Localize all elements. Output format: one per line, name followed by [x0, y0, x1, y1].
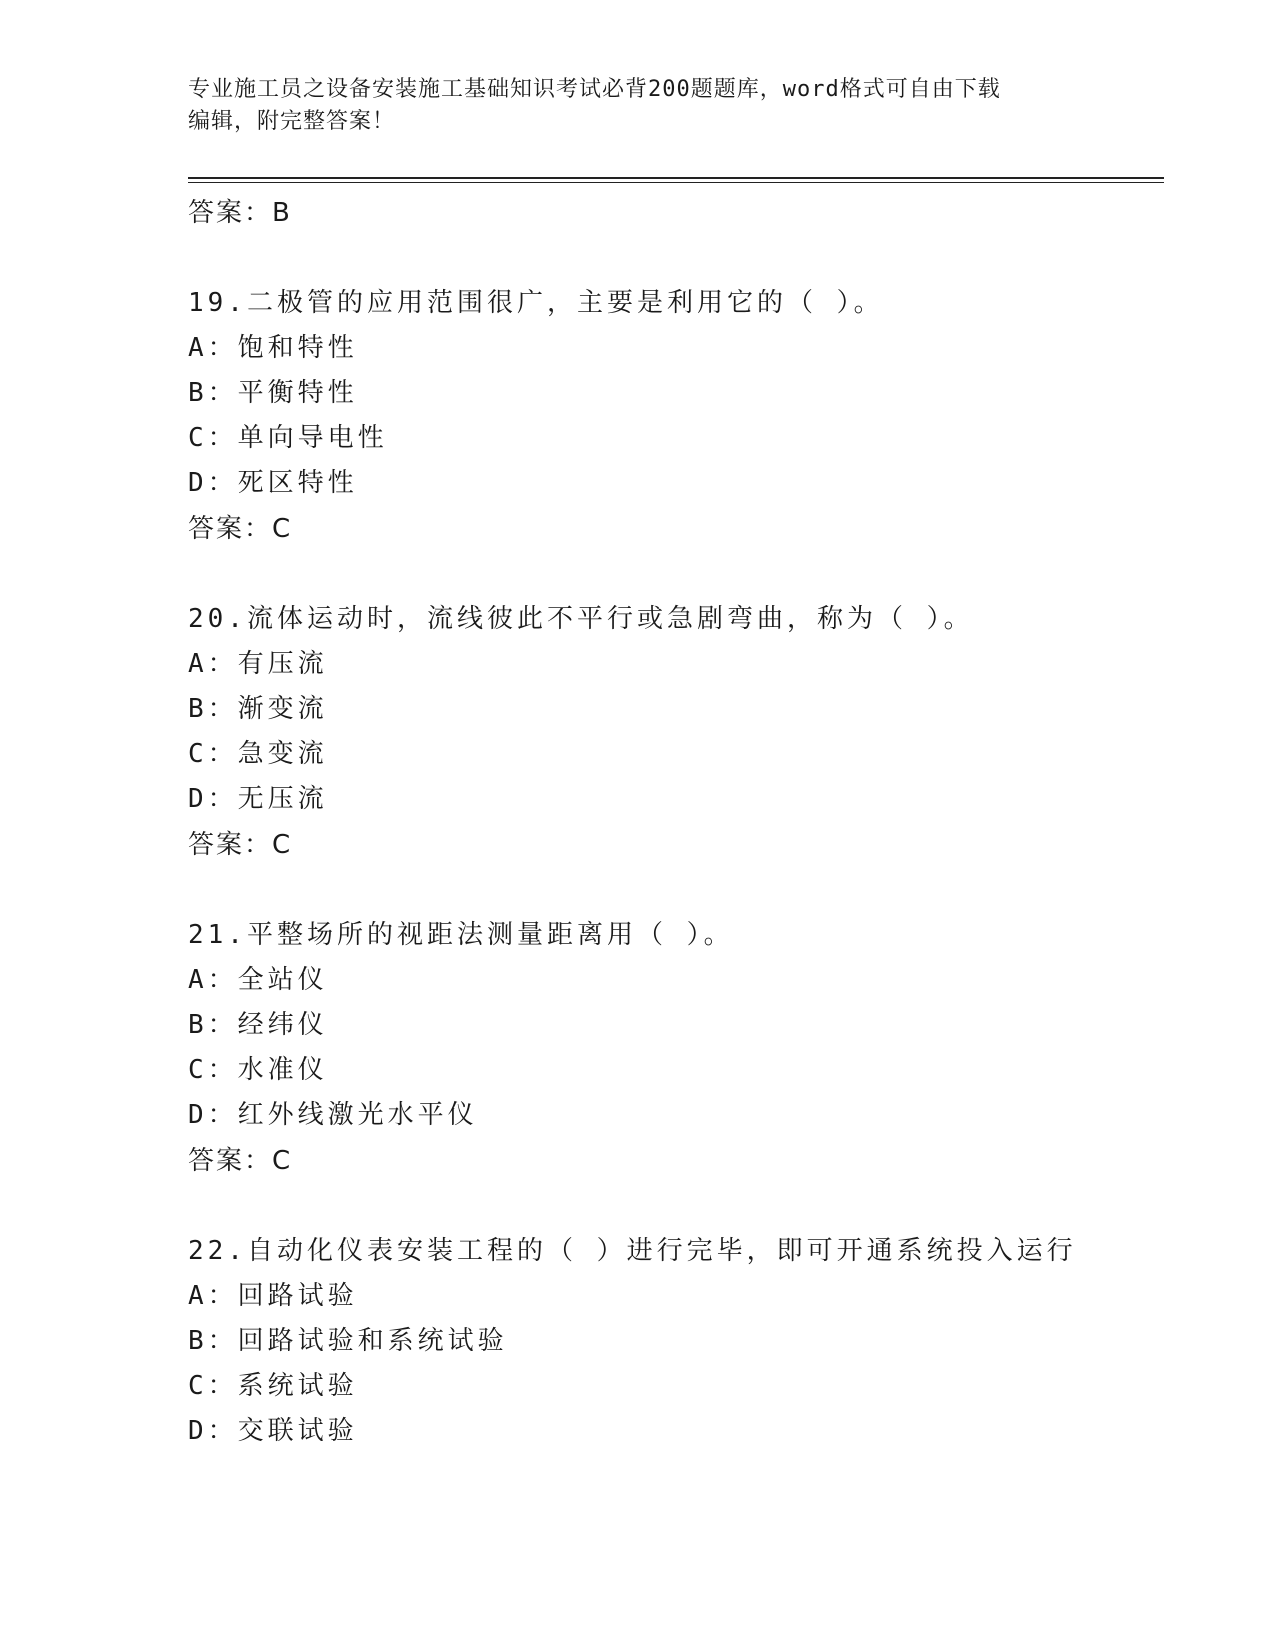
answer-line: 答案：C — [188, 830, 293, 860]
question-text: 20.流体运动时，流线彼此不平行或急剧弯曲，称为（ ）。 — [188, 604, 974, 634]
option-c: C：急变流 — [188, 739, 328, 769]
header-rule-thick — [188, 177, 1164, 179]
option-a: A：有压流 — [188, 649, 328, 679]
option-a: A：回路试验 — [188, 1281, 358, 1311]
option-b: B：平衡特性 — [188, 378, 358, 408]
option-b: B：渐变流 — [188, 694, 328, 724]
header-rule-thin — [188, 182, 1164, 183]
question-19 — [188, 280, 1164, 552]
spacer — [188, 868, 1164, 912]
spacer — [188, 1184, 1164, 1228]
answer-line: 答案：C — [188, 514, 293, 544]
option-b: B：经纬仪 — [188, 1010, 328, 1040]
option-a: A：饱和特性 — [188, 333, 358, 363]
question-list — [188, 190, 1164, 1454]
option-d: D：红外线激光水平仪 — [188, 1100, 478, 1130]
question-21 — [188, 912, 1164, 1184]
option-a: A：全站仪 — [188, 965, 328, 995]
question-text: 22.自动化仪表安装工程的（ ）进行完毕，即可开通系统投入运行 — [188, 1236, 1077, 1266]
question-20 — [188, 596, 1164, 868]
option-c: C：水准仪 — [188, 1055, 328, 1085]
spacer — [188, 236, 1164, 280]
header-line-2: 编辑，附完整答案！ — [188, 109, 396, 134]
answer-line: 答案：C — [188, 1146, 293, 1176]
option-c: C：单向导电性 — [188, 423, 388, 453]
question-text: 19.二极管的应用范围很广，主要是利用它的（ ）。 — [188, 288, 884, 318]
option-d: D：交联试验 — [188, 1416, 358, 1446]
question-22 — [188, 1228, 1164, 1454]
answer-line: 答案：B — [188, 198, 292, 228]
question-text: 21.平整场所的视距法测量距离用（ ）。 — [188, 920, 734, 950]
header-line-1: 专业施工员之设备安装施工基础知识考试必背200题题库，word格式可自由下载 — [188, 77, 1001, 102]
option-d: D：死区特性 — [188, 468, 358, 498]
option-b: B：回路试验和系统试验 — [188, 1326, 508, 1356]
spacer — [188, 552, 1164, 596]
document-header — [188, 74, 1088, 138]
option-c: C：系统试验 — [188, 1371, 358, 1401]
option-d: D：无压流 — [188, 784, 328, 814]
